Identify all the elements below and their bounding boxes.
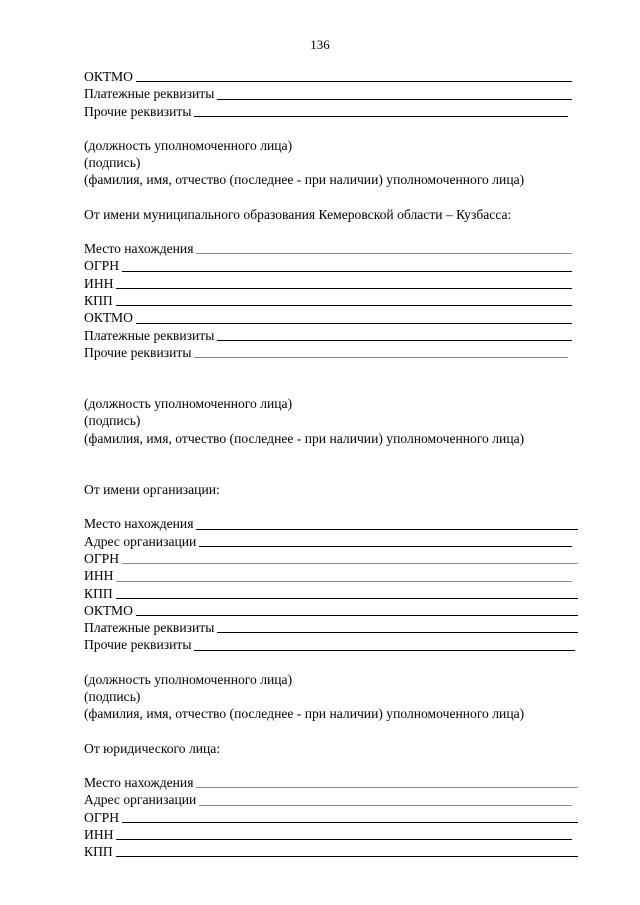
blank-line xyxy=(196,253,572,254)
field-other-requisites: Прочие реквизиты xyxy=(84,103,584,120)
signature-caption: (подпись) xyxy=(84,413,141,429)
blank-line xyxy=(194,650,575,651)
field-ogrn: ОГРН xyxy=(84,550,584,567)
blank-line xyxy=(116,305,572,306)
field-kpp: КПП xyxy=(84,585,584,602)
position-caption: (должность уполномоченного лица) xyxy=(84,137,293,153)
field-location: Место нахождения xyxy=(84,240,584,257)
position-caption: (должность уполномоченного лица) xyxy=(84,396,293,412)
field-oktmo: ОКТМО xyxy=(84,68,584,85)
full-name-caption: (фамилия, имя, отчество (последнее - при наличии) уполномоченного лица) xyxy=(84,172,525,188)
requisites-block-municipality xyxy=(84,240,584,361)
signature-block-3 xyxy=(84,671,584,723)
blank-line xyxy=(199,546,572,547)
blank-line xyxy=(194,116,568,117)
signature-block-2 xyxy=(84,395,584,447)
blank-line xyxy=(217,340,572,341)
field-oktmo: ОКТМО xyxy=(84,309,584,326)
blank-line xyxy=(116,856,578,857)
field-payment-requisites: Платежные реквизиты xyxy=(84,619,584,636)
blank-line xyxy=(136,81,572,82)
requisites-block-continued xyxy=(84,68,584,120)
field-organization-address: Адрес организации xyxy=(84,791,584,808)
blank-line xyxy=(196,787,578,788)
blank-line xyxy=(217,632,578,633)
field-inn: ИНН xyxy=(84,567,584,584)
field-kpp: КПП xyxy=(84,292,584,309)
page-number: 136 xyxy=(310,37,330,52)
requisites-block-legal-entity xyxy=(84,774,584,860)
blank-line xyxy=(217,99,572,100)
field-other-requisites: Прочие реквизиты xyxy=(84,636,584,653)
blank-line xyxy=(199,805,572,806)
blank-line xyxy=(196,529,578,530)
field-inn: ИНН xyxy=(84,826,584,843)
document-content xyxy=(84,68,584,860)
blank-line xyxy=(136,615,578,616)
section-heading-organization: От имени организации: xyxy=(84,482,220,498)
blank-line xyxy=(116,581,572,582)
signature-block-1 xyxy=(84,137,584,189)
blank-line xyxy=(116,598,578,599)
field-organization-address: Адрес организации xyxy=(84,533,584,550)
signature-caption: (подпись) xyxy=(84,155,141,171)
field-payment-requisites: Платежные реквизиты xyxy=(84,85,584,102)
requisites-block-organization xyxy=(84,515,584,653)
field-location: Место нахождения xyxy=(84,774,584,791)
full-name-caption: (фамилия, имя, отчество (последнее - при наличии) уполномоченного лица) xyxy=(84,430,525,446)
section-heading-municipality: От имени муниципального образования Кемеровской области – Кузбасса: xyxy=(84,206,512,222)
section-heading-legal-entity: От юридического лица: xyxy=(84,740,221,756)
field-ogrn: ОГРН xyxy=(84,257,584,274)
blank-line xyxy=(194,357,568,358)
field-kpp: КПП xyxy=(84,843,584,860)
field-other-requisites: Прочие реквизиты xyxy=(84,344,584,361)
field-payment-requisites: Платежные реквизиты xyxy=(84,327,584,344)
signature-caption: (подпись) xyxy=(84,689,141,705)
blank-line xyxy=(116,839,572,840)
blank-line xyxy=(116,288,572,289)
position-caption: (должность уполномоченного лица) xyxy=(84,671,293,687)
field-inn: ИНН xyxy=(84,275,584,292)
blank-line xyxy=(122,563,578,564)
field-location: Место нахождения xyxy=(84,515,584,532)
blank-line xyxy=(122,822,578,823)
blank-line xyxy=(136,323,572,324)
full-name-caption: (фамилия, имя, отчество (последнее - при наличии) уполномоченного лица) xyxy=(84,706,525,722)
field-oktmo: ОКТМО xyxy=(84,602,584,619)
field-ogrn: ОГРН xyxy=(84,809,584,826)
blank-line xyxy=(122,271,572,272)
